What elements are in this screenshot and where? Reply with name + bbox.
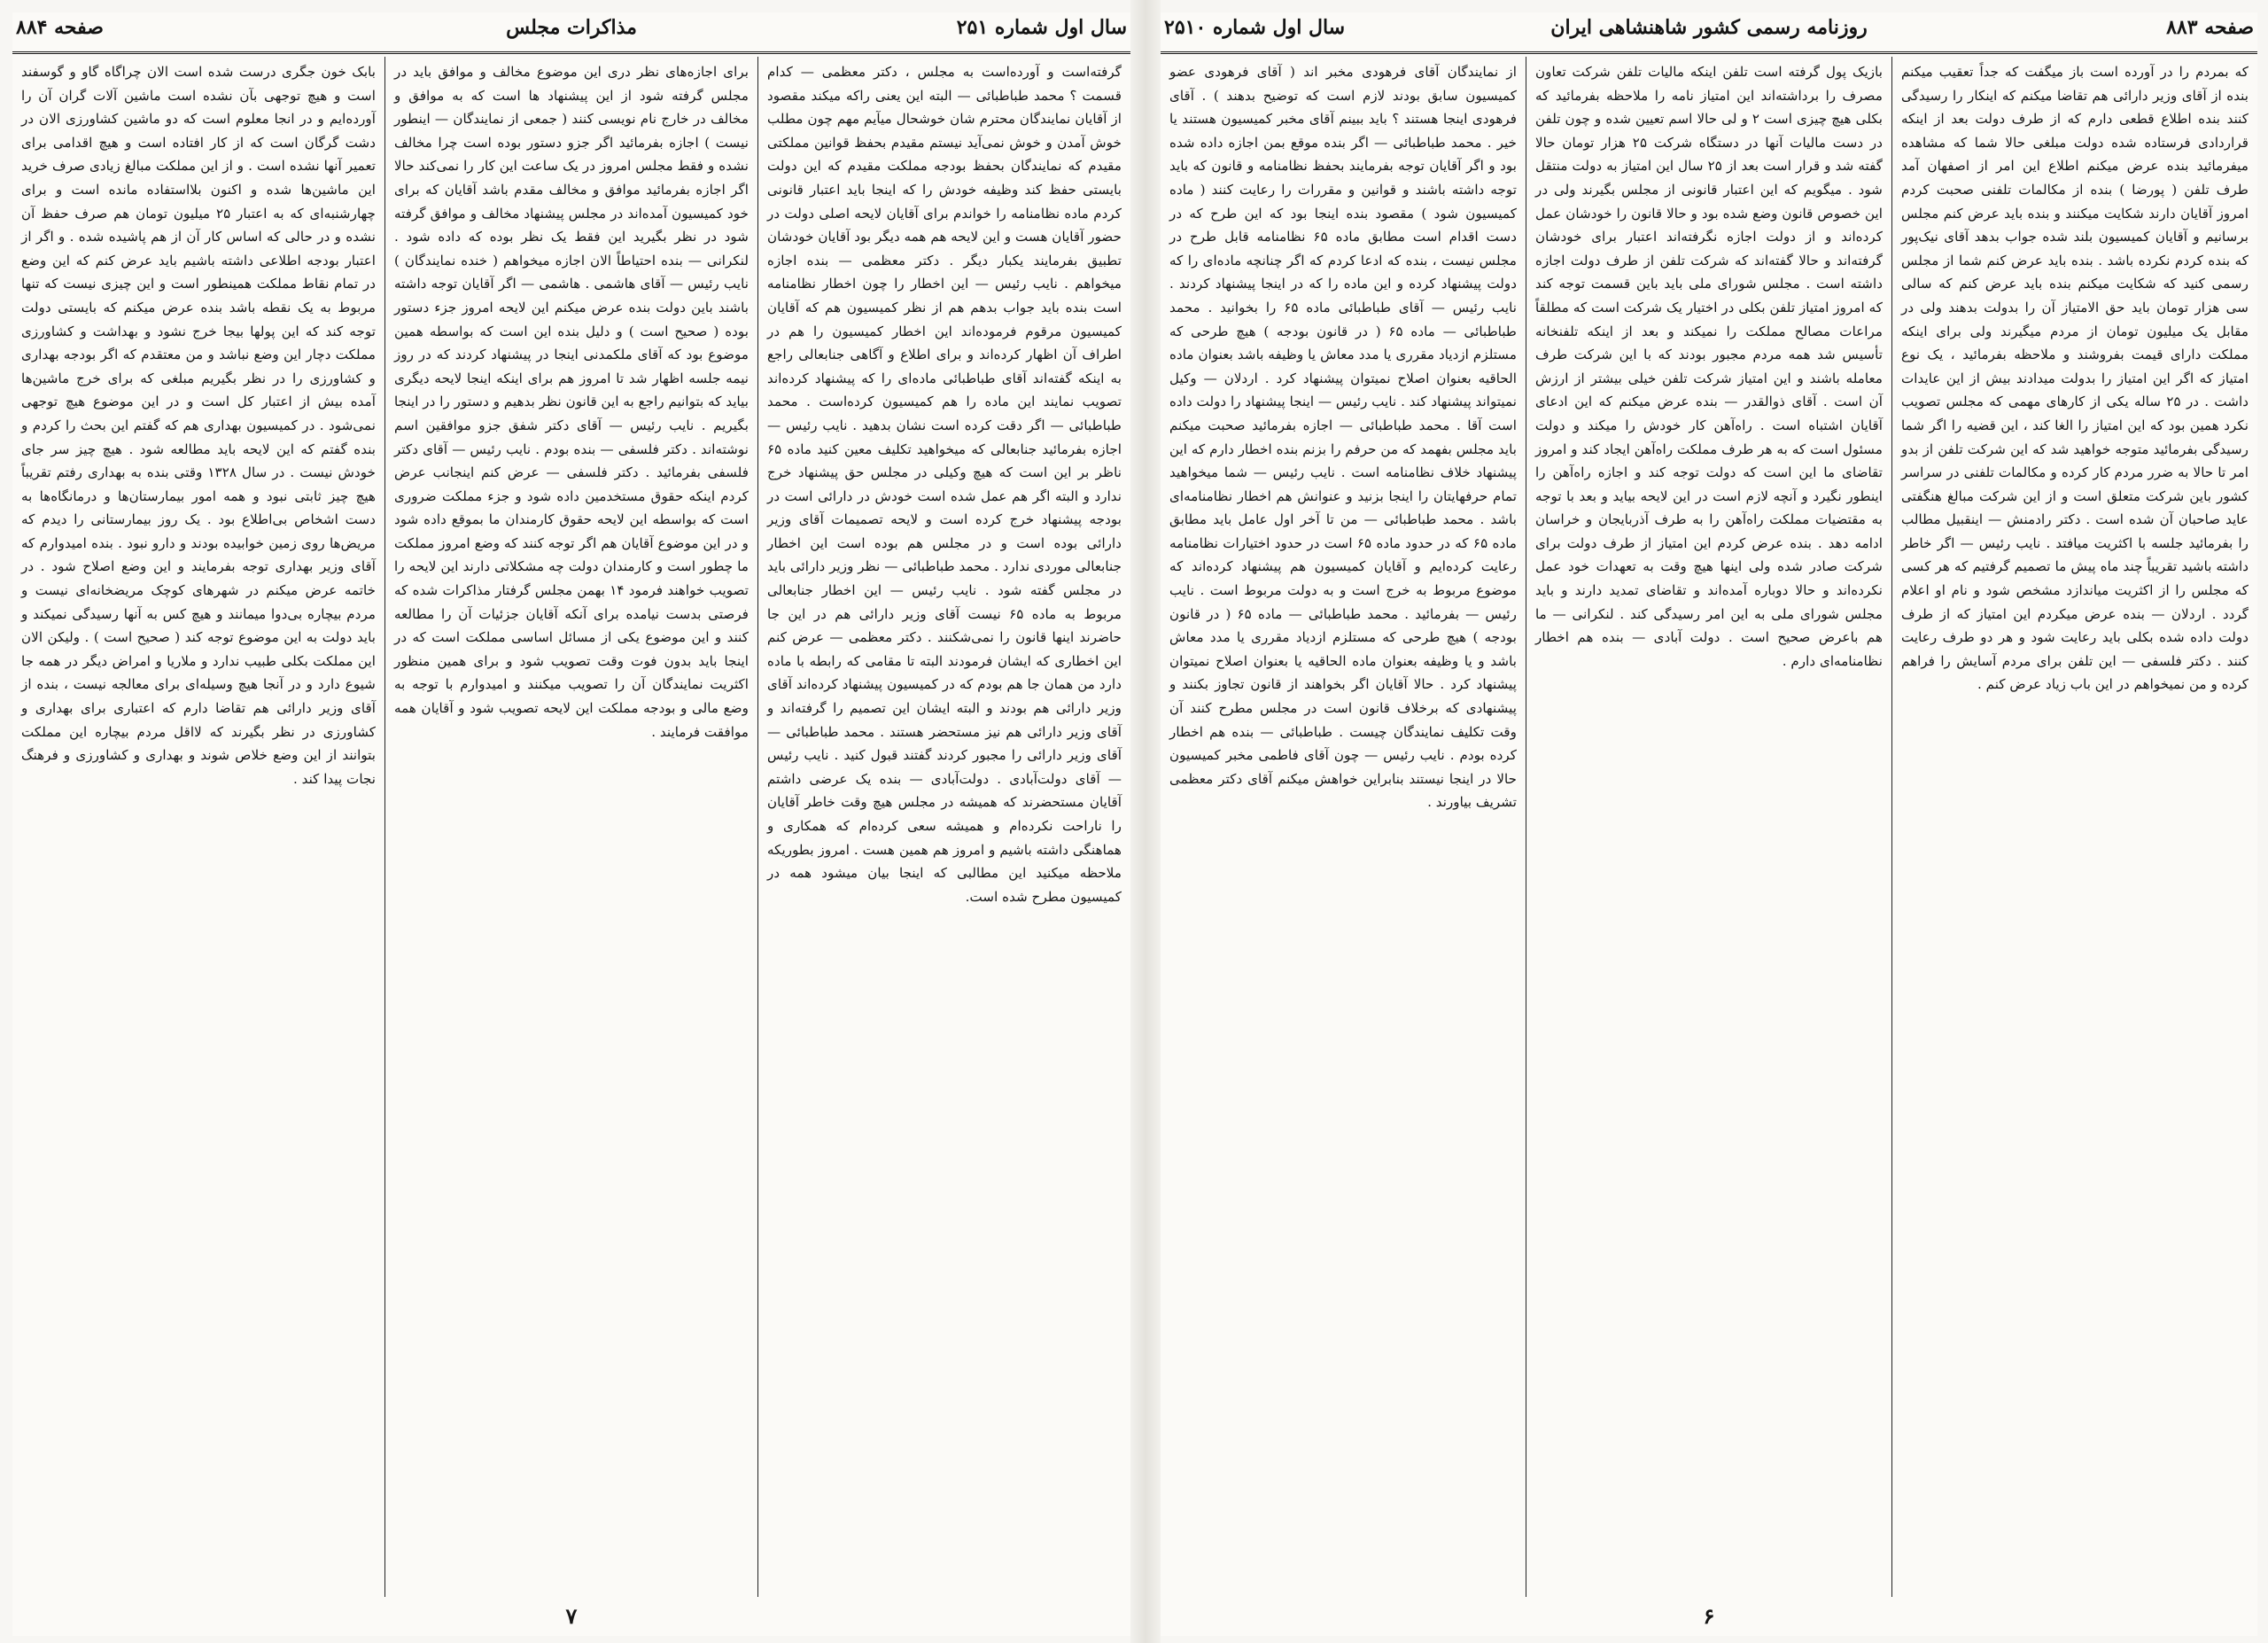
right-page-column-2 (1526, 57, 1891, 1597)
column-text: برای اجازه‌های نظر دری این موضوع مخالف و موافق باید در مجلس گرفته شود از این پیشنهاد ها است که به موافق و مخالف در خارج نام نویسی کنند ( جمعی از نمایندگان — اینطور نیست ) اجازه بفرمائید اگر جزو دستور بوده است چرا مخالف نشده و فقط مجلس امروز در یک ساعت این کار را نمی‌کند حالا اگر اجازه بفرمائید موافق و مخالف مقدم باشد آقایان که برای خود کمیسیون آمده‌اند در مجلس پیشنهاد مخالف و موافق گرفته شود در نظر بگیرید این فقط یک نظر بوده که داده شود . لنکرانی — بنده احتیاطاً الان اجازه میخواهم ( خنده نمایندگان ) نایب رئیس — آقای هاشمی . هاشمی — اگر آقایان توجه داشته باشند باین دولت بنده عرض میکنم این لایحه امروز جزء دستور بوده ( صحیح است ) و دلیل بنده این است که بواسطه همین موضوع بود که آقای ملکمدنی اینجا در پیشنهاد کردند که در روز نیمه جلسه اظهار شد تا امروز هم برای اینکه اینجا لایحه دیگری بیاید که بتوانیم راجع به این قانون نظر بدهیم و دستور را در اینجا بگیریم . نایب رئیس — آقای دکتر شفق جزو موافقین اسم نوشته‌اند . دکتر فلسفی — بنده بودم . نایب رئیس — آقای دکتر فلسفی بفرمائید . دکتر فلسفی — عرض کنم اینجانب عرض کردم اینکه حقوق مستخدمین داده شود و جزء مملکت ضروری است که بواسطه این لایحه حقوق کارمندان ما بموقع داده شود و در این موضوع آقایان هم اگر توجه کنند که وضع امروز مملکت ما چطور است و کارمندان دولت چه مشکلاتی دارند این لایحه را تصویب خواهند فرمود ۱۴ بهمن مجلس گرفتار مذاکرات شده که فرصتی بدست نیامده برای آنکه آقایان جزئیات آن را مطالعه کنند و این موضوع یکی از مسائل اساسی مملکت است که در اینجا باید بدون فوت وقت تصویب شود و برای همین منظور اکثریت نمایندگان آن را تصویب میکنند و امیدوارم با توجه به وضع مالی و بودجه مملکت این لایحه تصویب شود و آقایان همه موافقت فرمایند . (394, 64, 749, 740)
right-page-columns (1161, 57, 2257, 1597)
left-page-column-3 (12, 57, 384, 1597)
left-page-column-1 (757, 57, 1130, 1597)
right-page-folio: ۶ (1703, 1603, 1715, 1629)
left-page-columns (12, 57, 1130, 1597)
left-header-page-number: صفحه ۸۸۴ (16, 16, 104, 39)
right-page-column-3 (1161, 57, 1526, 1597)
column-text: بابک خون جگری درست شده است الان چراگاه گاو و گوسفند است و هیچ توجهی بآن نشده است ماشین آلات گران آن را آورده‌ایم و در انجا معلوم است که دو ماشین کشاورزی الان در دشت گرگان است که از کار افتاده است و هیچ اقدامی برای تعمیر آنها نشده است . و از این مملکت مبالغ زیادی صرف خرید این ماشین‌ها شده و اکنون بلااستفاده مانده است و برای چهارشنبه‌ای که به اعتبار ۲۵ میلیون تومان هم صرف حفظ آن نشده و در حالی که اساس کار آن از هم پاشیده شده . و اگر از اعتبار بودجه اطلاعی داشته باشیم باید عرض کنم که این وضع در تمام نقاط مملکت همینطور است و این چیزی نیست که تنها مربوط به یک نقطه باشد بنده عرض میکنم که بایستی دولت توجه کند که این پولها بیجا خرج نشود و بهداشت و کشاورزی مملکت دچار این وضع نباشد و من معتقدم که اگر بودجه بهداری و کشاورزی را در نظر بگیریم مبلغی که برای خرج ماشین‌ها آمده بیش از اعتبار کل است و در این موضوع هیچ توجهی نمی‌شود . در کمیسیون بهداری هم که گفتم این بحث را کردم و بنده گفتم که این لایحه باید مطالعه شود . هیچ چیز سر جای خودش نیست . در سال ۱۳۲۸ وقتی بنده به بهداری رفتم تقریباً هیچ چیز ثابتی نبود و همه امور بیمارستان‌ها و درمانگاه‌ها به دست اشخاص بی‌اطلاع بود . یک روز بیمارستانی را دیدم که مریض‌ها روی زمین خوابیده بودند و دارو نبود . بنده امیدوارم که آقای وزیر بهداری توجه بفرمایند و این وضع اصلاح شود . در خاتمه عرض میکنم در شهرهای کوچک مریضخانه‌ای نیست و مردم بیچاره بی‌دوا میمانند و هیچ کس به آنها رسیدگی نمیکند و باید دولت به این موضوع توجه کند ( صحیح است ) . ولیکن الان این مملکت بکلی طبیب ندارد و ملاریا و امراض دیگر در همه جا شیوع دارد و در آنجا هیچ وسیله‌ای برای معالجه نیست ، بنده از آقای وزیر دارائی هم تقاضا دارم که اعتباری برای بهداری و کشاورزی در نظر بگیرند که لااقل مردم بیچاره این مملکت بتوانند از این وضع خلاص شوند و بهداری و کشاورزی و فرهنگ نجات پیدا کند . (21, 64, 376, 787)
right-header-issue: سال اول شماره ۲۵۱۰ (1164, 16, 1346, 39)
page-gutter (1130, 0, 1161, 1643)
left-header-title: مذاکرات مجلس (506, 16, 637, 39)
right-page-column-1 (1891, 57, 2257, 1597)
left-header-issue: سال اول شماره ۲۵۱ (956, 16, 1127, 39)
left-page-column-2 (384, 57, 757, 1597)
column-text: از نمایندگان آقای فرهودی مخبر اند ( آقای فرهودی عضو کمیسیون سابق بودند لازم است که توضیح بدهند ) . آقای فرهودی اینجا هستند ؟ باید ببینم آقای مخبر کمیسیون هستند یا خیر . محمد طباطبائی — اگر بنده موقع بمن اجازه داده شده بود و اگر آقایان توجه بفرمایند بحفظ نظامنامه و قانون که باید توجه داشته باشند و قوانین و مقررات را رعایت کنند ( ماده کمیسیون شود ) مقصود بنده اینجا بود که این طرح که در دست اقدام است مطابق ماده ۶۵ نظامنامه قابل طرح در مجلس نیست ، بنده که ادعا کردم که اگر چنانچه ماده‌ای را که دولت پیشنهاد کرده و این ماده را که در اینجا پیشنهاد کردند . نایب رئیس — آقای طباطبائی ماده ۶۵ را بخوانید . محمد طباطبائی — ماده ۶۵ ( در قانون بودجه ) هیچ طرحی که مستلزم ازدیاد مقرری یا مدد معاش یا وظیفه باشد بعنوان ماده الحاقیه بعنوان اصلاح نمیتوان پیشنهاد کرد . اردلان — وکیل نمیتواند پیشنهاد کند . نایب رئیس — اینجا پیشنهاد را دولت داده است آقا . محمد طباطبائی — اجازه بفرمائید صحبت میکنم باید مجلس بفهمد که من حرفم را بزنم بنده اخطار دارم که این پیشنهاد خلاف نظامنامه است . نایب رئیس — شما میخواهید تمام حرفهایتان را اینجا بزنید و عنوانش هم اخطار نظامنامه‌ای باشد . محمد طباطبائی — من تا آخر اول عامل باید مطابق ماده ۶۵ که در حدود ماده ۶۵ است در حدود اختیارات نظامنامه رعایت کرده‌ایم و آقایان کمیسیون هم پیشنهاد کرده‌اند که موضوع مربوط به خرج است و به دولت مربوط است . نایب رئیس — بفرمائید . محمد طباطبائی — ماده ۶۵ ( در قانون بودجه ) هیچ طرحی که مستلزم ازدیاد مقرری یا مدد معاش باشد و یا وظیفه بعنوان ماده الحاقیه یا بعنوان اصلاح نمیتوان پیشنهاد کرد . حالا آقایان اگر بخواهند از قانون تجاوز بکنند و پیشنهادی که برخلاف قانون است در مجلس مطرح کنند آن وقت تکلیف نمایندگان چیست . طباطبائی — بنده هم اخطار کرده بودم . نایب رئیس — چون آقای فاطمی مخبر کمیسیون حالا در اینجا نیستند بنابراین خواهش میکنم آقای دکتر معظمی تشریف بیاورند . (1169, 64, 1518, 811)
right-header-page-number: صفحه ۸۸۳ (2166, 16, 2254, 39)
left-page-folio: ۷ (565, 1603, 578, 1629)
right-page (1161, 12, 2257, 1636)
right-page-header (1161, 12, 2257, 54)
right-header-title: روزنامه رسمی کشور شاهنشاهی ایران (1550, 16, 1868, 39)
column-text: بازیک پول گرفته است تلفن اینکه مالیات تلفن شرکت تعاون مصرف را برداشته‌اند این امتیاز نامه را ملاحظه بفرمائید که بکلی هیچ چیزی است ۲ و لی حالا اسم تعیین شده و چون تلفن در دست مالیات آنها در دستگاه شرکت ۲۵ هزار تومان حالا گفته شد و قرار است بعد از ۲۵ سال این امتیاز به دولت منتقل شود . میگویم که این اعتبار قانونی از مجلس بگیرند ولی در این خصوص قانون وضع شده بود و حالا قانون را خودشان عمل کرده‌اند و از دولت اجازه نگرفته‌اند اعتبار برای خودشان گرفته‌اند و حالا گفته‌اند که شرکت تلفن از طرف دولت اجازه داشته است . مجلس شورای ملی باید باین قسمت توجه کند که امروز امتیاز تلفن بکلی در اختیار یک شرکت است که مطلقاً مراعات مصالح مملکت را نمیکند و بعد از اینکه تلفنخانه تأسیس شد همه مردم مجبور بودند که با این شرکت طرف معامله باشند و این امتیاز شرکت تلفن خیلی بیشتر از ارزش آن است . آقای ذوالقدر — بنده عرض میکنم که این ادعای آقایان اشتباه است . راه‌آهن کار خودش را میکند و دولت مسئول است که به هر طرف مملکت راه‌آهن ایجاد کند و امروز تقاضای ما این است که دولت توجه کند و اجازه راه‌آهن را اینطور نگیرد و آنچه لازم است در این لایحه بیاید و بعد با توجه به مقتضیات مملکت راه‌آهن را به طرف آذربایجان و خراسان ادامه دهد . بنده عرض کردم این امتیاز از طرف دولت برای شرکت صادر شده ولی اینها هیچ وقت به تعهدات خود عمل نکرده‌اند و حالا دوباره آمده‌اند و تقاضای تمدید دارند و باید مجلس شورای ملی به این امر رسیدگی کند . لنکرانی — ما هم باعرض صحیح است . دولت آبادی — بنده هم اخطار نظامنامه‌ای دارم . (1535, 64, 1884, 669)
column-text: گرفته‌است و آورده‌است به مجلس ، دکتر معظمی — کدام قسمت ؟ محمد طباطبائی — البته این یعنی راکه میکند مقصود از آقایان نمایندگان محترم شان خوشحال میآیم مهم چون مطلب خوش آمدن و خوش نمی‌آید نیستم مقیدم بحفظ قوانین مملکتی مقیدم که نمایندگان بحفظ بودجه مملکت مقیدم که این دولت بایستی حفظ کند وظیفه خودش را که اینجا باید اعتبار قانونی کردم ماده نظامنامه را خواندم برای آقایان لایحه اصلی دولت در حضور آقایان هست و این لایحه هم همه دیگر بود آقایان خودشان تطبیق بفرمایند یکبار دیگر . دکتر معظمی — بنده اجازه میخواهم . نایب رئیس — این اخطار را چون اخطار نظامنامه است بنده باید جواب بدهم هم از نظر کمیسیون هم که آقایان کمیسیون مرقوم فرموده‌اند این اخطار کمیسیون را هم در اطراف آن اظهار کرده‌اند و برای اطلاع و آگاهی جنابعالی راجع به اینکه گفته‌اند آقای طباطبائی ماده‌ای را که پیشنهاد کرده‌اند تصویب نمایند این ماده را هم کمیسیون کرده‌است . محمد طباطبائی — اگر دقت کرده است نشان بدهید . نایب رئیس — اجازه بفرمائید جنابعالی که میخواهید تکلیف معین کنید ماده ۶۵ ناظر بر این است که هیچ وکیلی در مجلس حق پیشنهاد خرج ندارد و البته اگر هم عمل شده است خودش در دارائی است در بودجه پیشنهاد خرج کرده است و لایحه تصمیمات آقای وزیر دارائی بوده است و در مجلس هم بوده است این اخطار جنابعالی موردی ندارد . محمد طباطبائی — نظر وزیر دارائی باید در مجلس گفته شود . نایب رئیس — این اخطار جنابعالی مربوط به ماده ۶۵ نیست آقای وزیر دارائی هم در این جا حاضرند اینها قانون را نمی‌شکنند . دکتر معظمی — عرض کنم این اخطاری که ایشان فرمودند البته تا مقامی که رابطه با ماده دارد من همان جا هم بودم که در کمیسیون پیشنهاد کرده‌اند آقای وزیر دارائی هم بودند و البته ایشان این تصمیم را گرفته‌اند و آقای وزیر دارائی هم نیز مستحضر هستند . محمد طباطبائی — آقای وزیر دارائی را مجبور کردند گفتند قبول کنید . نایب رئیس — آقای دولت‌آبادی . دولت‌آبادی — بنده یک عرضی داشتم آقایان مستحضرند که همیشه در مجلس هیچ وقت خاطر آقایان را ناراحت نکرده‌ام و همیشه سعی کرده‌ام که همکاری و هماهنگی داشته باشیم و امروز هم همین هست . امروز بطوریکه ملاحظه میکنید این مطالبی که اینجا بیان میشود همه در کمیسیون مطرح شده است. (767, 64, 1122, 905)
column-text: که بمردم را در آورده است باز میگفت که جداً تعقیب میکنم بنده از آقای وزیر دارائی هم تقاضا میکنم که اینکار را رسیدگی کنند بنده اطلاع قطعی دارم که از طرف دولت بعد از اینکه قراردادی فرستاده شده دولت مبلغی حالا شما که مشاهده میفرمائید بنده عرض میکنم اطلاع این امر از اصفهان آمد طرف تلفن ( پورضا ) بنده از مکالمات تلفنی صحبت کردم امروز آقایان دارند شکایت میکنند و بنده باید عرض کنم مجلس برسانیم و آقایان کمیسیون بلند شده جواب بدهد آقای نیک‌پور که بنده کردم نکرده باشد . بنده باید عرض کنم شما از مجلس رسمی کنید که شکایت میکنم بنده باید عرض کنم که سالی سی هزار تومان باید حق الامتیاز آن را بدولت بدهند ولی در مقابل یک میلیون تومان از مردم میگیرند ولی برای اینکه مملکت دارای قیمت بفروشند و ملاحظه بفرمائید ، یک نوع امتیاز که اگر این امتیاز را بدولت میدادند بیش از این عایدات داشت . در ۲۵ ساله یکی از کارهای مهمی که مجلس تصویب نکرد همین بود که این امتیاز را الغا کند ، این قضیه را اگر شما رسیدگی بفرمائید متوجه خواهید شد که این شرکت تلفن از بدو امر تا حالا به ضرر مردم کار کرده و مکالمات تلفنی در سراسر کشور باین شرکت متعلق است و از این شرکت مبالغ هنگفتی عاید صاحبان آن شده است . دکتر رادمنش — اینقبیل مطالب را بفرمائید جلسه با اکثریت میافتد . نایب رئیس — اگر خاطر داشته باشید تقریباً چند ماه پیش ما تصمیم گرفتیم که هر کسی که مجلس را از اکثریت میاندازد مشخص شود و نام او اعلام گردد . اردلان — بنده عرض میکردم این امتیاز که از طرف دولت داده شده بکلی باید رعایت شود و هر دو طرف رعایت کنند . دکتر فلسفی — این تلفن برای مردم آسایش را فراهم کرده و من نمیخواهم در این باب زیاد عرض کنم . (1901, 64, 2249, 693)
left-page (12, 12, 1130, 1636)
left-page-header (12, 12, 1130, 54)
